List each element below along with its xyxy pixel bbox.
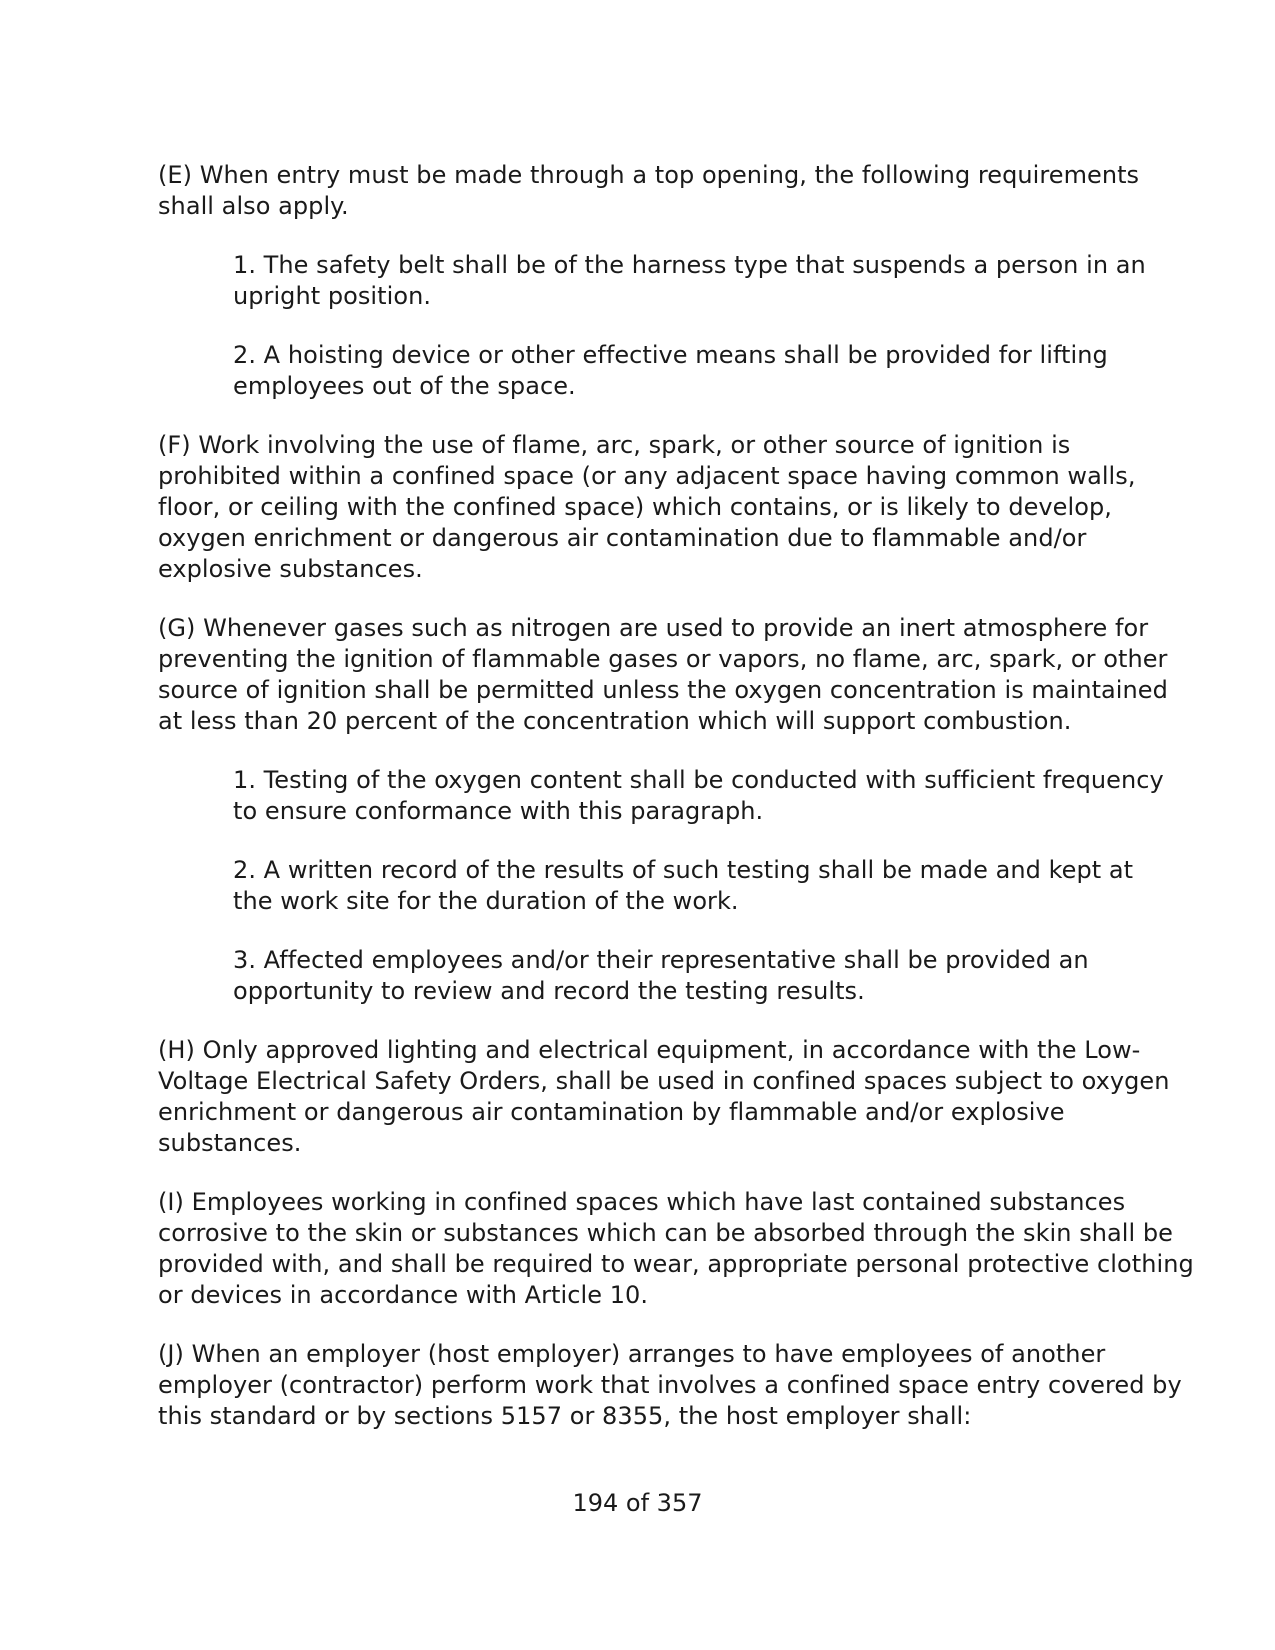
subparagraph-g-2: 2. A written record of the results of such testing shall be made and kept at the work site for the duration of the work. bbox=[233, 856, 1134, 915]
subparagraph-g-3: 3. Affected employees and/or their representative shall be provided an opportunity to review and record the testing results. bbox=[233, 946, 1089, 1005]
document-body bbox=[158, 160, 1198, 1460]
subparagraph-e-1: 1. The safety belt shall be of the harness type that suspends a person in an upright position. bbox=[233, 251, 1146, 310]
paragraph-h: (H) Only approved lighting and electrical equipment, in accordance with the Low-Voltage Electrical Safety Orders, shall be used in confined spaces subject to oxygen enrichment or dangerous air contamination by flammable and/or explosive substances. bbox=[158, 1036, 1170, 1157]
paragraph-e: (E) When entry must be made through a top opening, the following requirements shall also apply. bbox=[158, 161, 1140, 220]
subparagraph-g-1: 1. Testing of the oxygen content shall be conducted with sufficient frequency to ensure conformance with this paragraph. bbox=[233, 766, 1164, 825]
page-number: 194 of 357 bbox=[572, 1489, 703, 1517]
paragraph-j: (J) When an employer (host employer) arranges to have employees of another employer (contractor) perform work that involves a confined space entry covered by this standard or by sections 5157 or 8355, the host employer shall: bbox=[158, 1340, 1182, 1430]
paragraph-g: (G) Whenever gases such as nitrogen are used to provide an inert atmosphere for preventing the ignition of flammable gases or vapors, no flame, arc, spark, or other source of ignition shall be permitted unless the oxygen concentration is maintained at less than 20 percent of the concentration which will support combustion. bbox=[158, 614, 1168, 735]
subparagraph-e-2: 2. A hoisting device or other effective means shall be provided for lifting employees out of the space. bbox=[233, 341, 1108, 400]
paragraph-f: (F) Work involving the use of flame, arc, spark, or other source of ignition is prohibited within a confined space (or any adjacent space having common walls, floor, or ceiling with the confined space) which contains, or is likely to develop, oxygen enrichment or dangerous air contamination due to flammable and/or explosive substances. bbox=[158, 431, 1136, 583]
paragraph-i: (I) Employees working in confined spaces which have last contained substances corrosive to the skin or substances which can be absorbed through the skin shall be provided with, and shall be required to wear, appropriate personal protective clothing or devices in accordance with Article 10. bbox=[158, 1188, 1194, 1309]
